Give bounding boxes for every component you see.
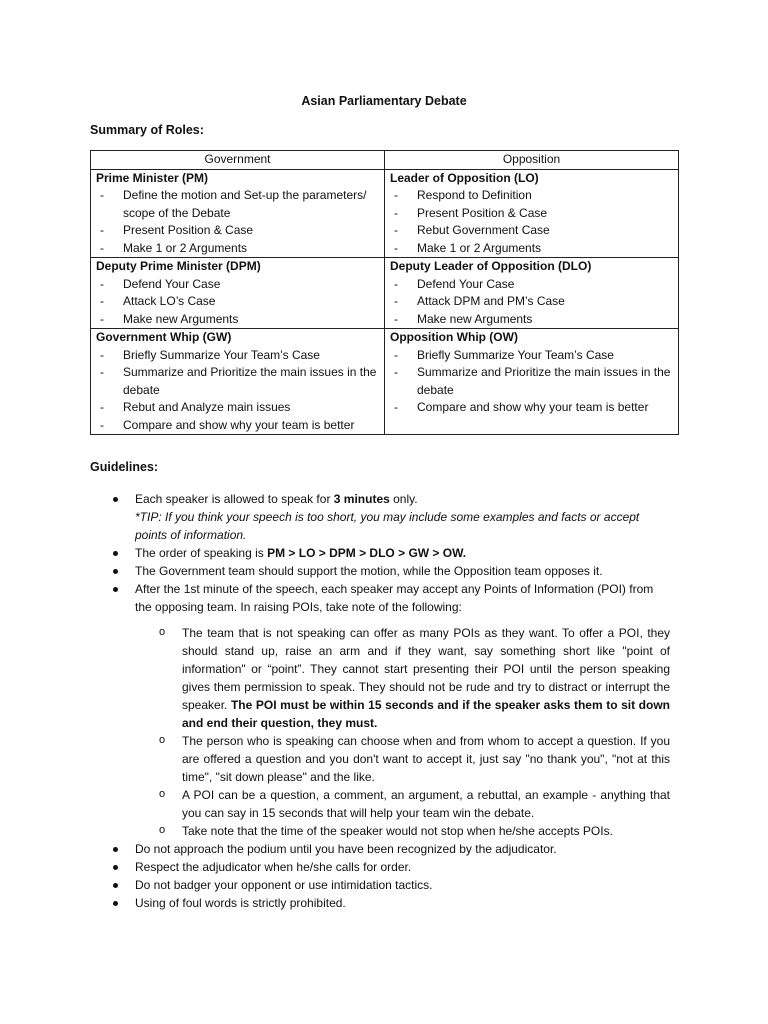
document-title: Asian Parliamentary Debate bbox=[301, 94, 467, 108]
guideline-emphasis: 3 minutes bbox=[333, 492, 390, 506]
sub-list-item: o A POI can be a question, a comment, an argument, a rebuttal, an example - anything that you can say in 15 seconds that will help your team win the debate. bbox=[135, 786, 670, 822]
list-item: Respect the adjudicator when he/she calls for order. bbox=[110, 858, 670, 876]
roles-table bbox=[90, 150, 679, 435]
role-name: Opposition Whip (OW) bbox=[390, 330, 518, 344]
list-item bbox=[110, 490, 670, 544]
duty-list bbox=[96, 347, 379, 435]
list-item: - Compare and show why your team is better bbox=[390, 399, 673, 417]
table-header-row bbox=[91, 151, 679, 170]
guideline-text: only. bbox=[389, 492, 418, 506]
cell-dlo bbox=[385, 258, 679, 329]
list-item: - Rebut and Analyze main issues bbox=[96, 399, 379, 417]
list-item: - Present Position & Case bbox=[96, 222, 379, 240]
list-item: Do not approach the podium until you have been recognized by the adjudicator. bbox=[110, 840, 670, 858]
sub-list-item bbox=[135, 624, 670, 732]
header-government: Government bbox=[91, 151, 385, 170]
duty-list bbox=[96, 276, 379, 329]
guideline-emphasis: PM > LO > DPM > DLO > GW > OW. bbox=[267, 546, 467, 560]
role-name: Deputy Prime Minister (DPM) bbox=[96, 259, 261, 273]
guideline-text: After the 1st minute of the speech, each speaker may accept any Points of Information (POI) from the opposing team. In raising POIs, take note of the following: bbox=[135, 582, 654, 614]
list-item: - Attack LO’s Case bbox=[96, 293, 379, 311]
list-item: Do not badger your opponent or use intimidation tactics. bbox=[110, 876, 670, 894]
list-item bbox=[110, 580, 670, 840]
list-item: - Make new Arguments bbox=[390, 311, 673, 329]
table-row bbox=[91, 329, 679, 435]
sub-list-item: o The person who is speaking can choose when and from whom to accept a question. If you are offered a question and you don't want to accept it, just say "no thank you", "not at this time", "sit down please" and the like. bbox=[135, 732, 670, 786]
list-item: - Summarize and Prioritize the main issues in the debate bbox=[390, 364, 673, 399]
role-name: Deputy Leader of Opposition (DLO) bbox=[390, 259, 592, 273]
guideline-emphasis: The POI must be within 15 seconds and if the speaker asks them to sit down and end their question, they must. bbox=[182, 698, 671, 730]
role-name: Prime Minister (PM) bbox=[96, 170, 209, 185]
cell-lo bbox=[385, 169, 679, 258]
cell-dpm bbox=[91, 258, 385, 329]
header-opposition: Opposition bbox=[385, 151, 679, 170]
list-item: - Defend Your Case bbox=[96, 276, 379, 294]
role-name: Government Whip (GW) bbox=[96, 330, 232, 344]
poi-sublist bbox=[135, 624, 670, 840]
guideline-text: Each speaker is allowed to speak for bbox=[135, 492, 334, 506]
cell-ow bbox=[385, 329, 679, 435]
list-item: - Briefly Summarize Your Team’s Case bbox=[96, 347, 379, 365]
list-item: - Attack DPM and PM’s Case bbox=[390, 293, 673, 311]
guideline-text: The order of speaking is bbox=[135, 546, 268, 560]
list-item: - Make 1 or 2 Arguments bbox=[390, 240, 673, 258]
cell-pm bbox=[91, 169, 385, 258]
guidelines-list bbox=[110, 490, 670, 912]
list-item: - Compare and show why your team is better bbox=[96, 417, 379, 435]
list-item: - Defend Your Case bbox=[390, 276, 673, 294]
list-item: - Briefly Summarize Your Team’s Case bbox=[390, 347, 673, 365]
duty-list bbox=[390, 276, 673, 329]
list-item: - Make 1 or 2 Arguments bbox=[96, 240, 379, 258]
list-item: The Government team should support the motion, while the Opposition team opposes it. bbox=[110, 562, 670, 580]
list-item: - Present Position & Case bbox=[390, 205, 673, 223]
guidelines-heading: Guidelines: bbox=[90, 460, 159, 474]
list-item bbox=[110, 544, 670, 562]
tip-note: *TIP: If you think your speech is too short, you may include some examples and facts or accept points of information. bbox=[135, 510, 640, 542]
table-row bbox=[91, 258, 679, 329]
list-item: - Define the motion and Set-up the parameters/ scope of the Debate bbox=[96, 187, 379, 222]
list-item: - Respond to Definition bbox=[390, 187, 673, 205]
role-name: Leader of Opposition (LO) bbox=[390, 170, 539, 185]
duty-list bbox=[390, 347, 673, 417]
list-item: - Summarize and Prioritize the main issues in the debate bbox=[96, 364, 379, 399]
list-item: - Rebut Government Case bbox=[390, 222, 673, 240]
duty-list bbox=[96, 187, 379, 257]
summary-heading: Summary of Roles: bbox=[90, 123, 204, 137]
sub-list-item: o Take note that the time of the speaker would not stop when he/she accepts POIs. bbox=[135, 822, 670, 840]
duty-list bbox=[390, 187, 673, 257]
list-item: Using of foul words is strictly prohibited. bbox=[110, 894, 670, 912]
guideline-text: The team that is not speaking can offer as many POIs as they want. To offer a POI, they should stand up, raise an arm and if they want, say something short like "point of information" or “point”. They cannot start presenting their POI until the person speaking gives them permission to speak. They should not be rude and try to distract or interrupt the speaker. bbox=[182, 626, 670, 712]
guidelines-list-container bbox=[110, 490, 670, 912]
table-row bbox=[91, 169, 679, 258]
list-item: - Make new Arguments bbox=[96, 311, 379, 329]
cell-gw bbox=[91, 329, 385, 435]
